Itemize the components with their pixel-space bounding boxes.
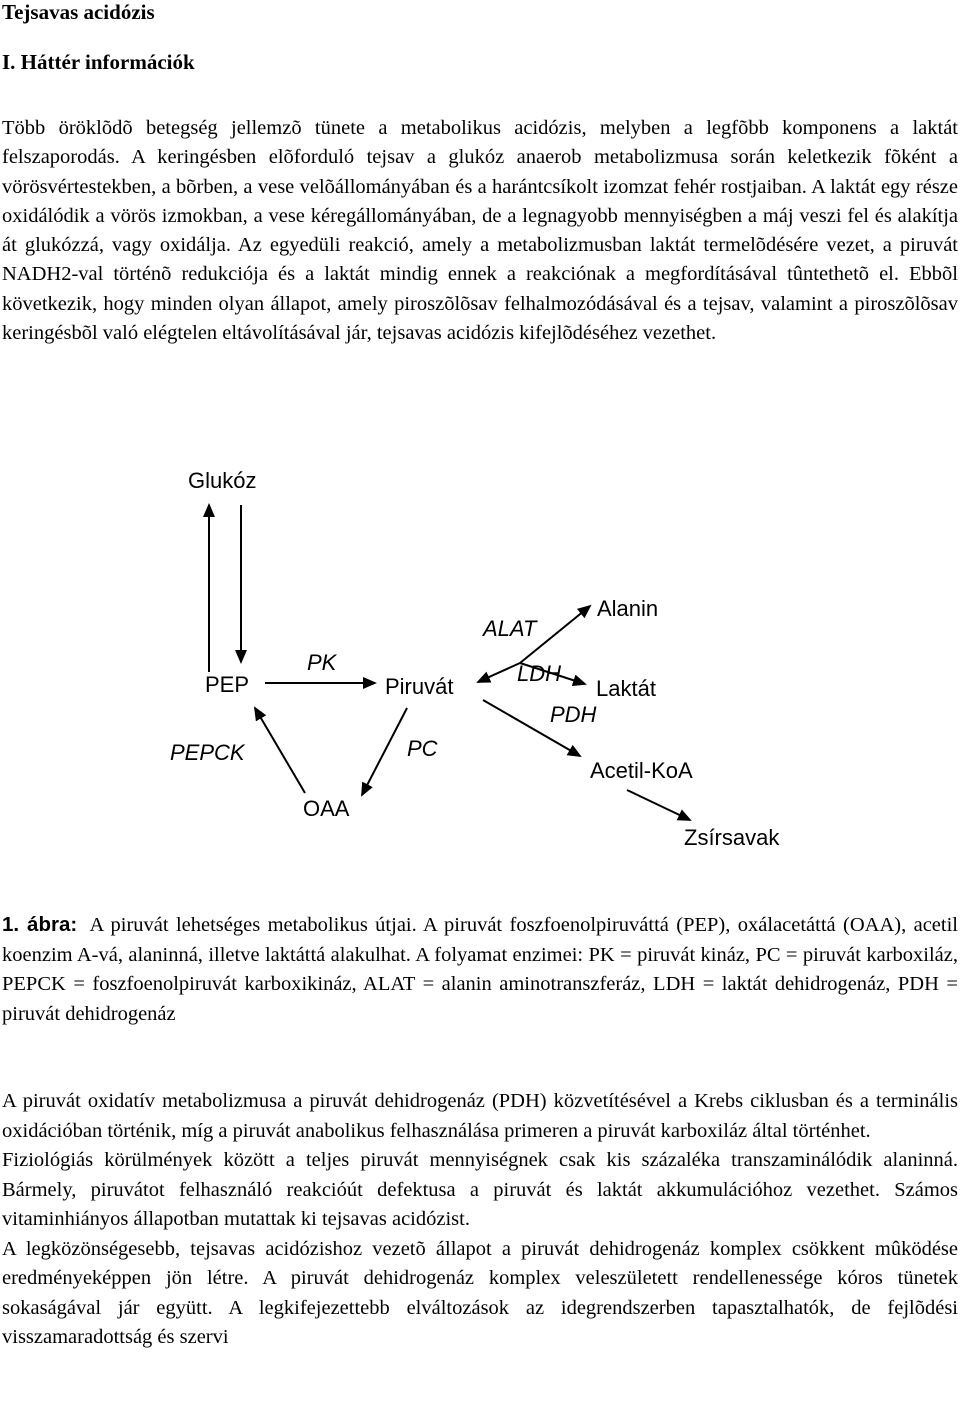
arrow-acetil-koa-to-zsirsavak [627, 790, 690, 820]
arrow-piruvat-to-oaa [362, 708, 407, 795]
node-piruvat: Piruvát [385, 674, 454, 699]
intro-text [2, 114, 958, 348]
caption-label: 1. ábra: [2, 913, 78, 936]
node-oaa: OAA [303, 796, 350, 821]
caption-text: A piruvát lehetséges metabolikus útjai. A piruvát foszfoenolpiruváttá (PEP), oxálacetáttá (OAA), acetil koenzim A-vá, alaninná, illetve laktáttá alakulhat. A folyamat enzimei: PK = piruvát kináz, PC = piruvát karboxiláz, PEPCK = foszfoenolpiruvát karboxikináz, ALAT = alanin aminotranszferáz, LDH = laktát dehidrogenáz, PDH = piruvát dehidrogenáz [2, 914, 958, 1025]
enzyme-alat: ALAT [483, 616, 537, 641]
section-heading: I. Háttér információk [2, 50, 195, 74]
arrow-oaa-to-pep [255, 708, 305, 793]
node-laktat: Laktát [596, 676, 656, 701]
enzyme-pepck: PEPCK [170, 740, 245, 765]
body-paragraph-3: A legközönségesebb, tejsavas acidózishoz vezetõ állapot a piruvát dehidrogenáz komplex csökkent mûködése eredményeképpen jön létre. A piruvát dehidrogenáz komplex veleszületett rendellenessége kóros tünetek sokaságával jár együtt. A legkifejezettebb elváltozások az idegrendszerben tapasztalhatók, de fejlõdési visszamaradottság és szervi [2, 1237, 958, 1348]
enzyme-pk: PK [307, 650, 337, 675]
node-glukoz: Glukóz [188, 468, 257, 493]
enzyme-pc: PC [407, 736, 438, 761]
node-zsirsavak: Zsírsavak [684, 825, 780, 850]
pyruvate-pathway-diagram [0, 450, 960, 870]
figure-caption [2, 910, 958, 1029]
enzyme-pdh: PDH [550, 702, 597, 727]
body-paragraph-1: A piruvát oxidatív metabolizmusa a piruvát dehidrogenáz (PDH) közvetítésével a Krebs ciklusban és a terminális oxidációban történik, míg a piruvát anabolikus felhasználása primeren a piruvát karboxiláz által történhet. [2, 1090, 958, 1142]
node-pep: PEP [205, 672, 250, 697]
body-paragraph-2: Fiziológiás körülmények között a teljes piruvát mennyiségnek csak kis százaléka transzaminálódik alaninná. Bármely, piruvátot felhasználó reakcióút defektusa a piruvát és laktát akkumulációhoz vezethet. Számos vitaminhiányos állapotban mutattak ki tejsavas acidózist. [2, 1149, 958, 1230]
body-text [2, 1087, 958, 1353]
node-acetil-koa: Acetil-KoA [590, 758, 693, 783]
intro-paragraph-2: Az egyedüli reakció, amely a metabolizmusban laktát termelõdésére vezet, a piruvát NADH2-val történõ redukciója és a laktát mindig ennek a reakciónak a megfordításával tûntethetõ el. Ebbõl következik, hogy minden olyan állapot, amely piroszõlõsav felhalmozódásával és a tejsav, valamint a piroszõlõsav keringésbõl való elégtelen eltávolításával jár, tejsavas acidózis kifejlõdéséhez vezethet. [2, 234, 958, 345]
node-alanin: Alanin [597, 596, 659, 621]
document-title: Tejsavas acidózis [2, 0, 155, 24]
intro-paragraph-1: Több öröklõdõ betegség jellemzõ tünete a metabolikus acidózis, melyben a legfõbb komponens a laktát felszaporodás. A keringésben elõforduló tejsav a glukóz anaerob metabolizmusa során keletkezik fõként a vörösvértestekben, a bõrben, a vese velõállományában és a harántcsíkolt izomzat fehér rostjaiban. A laktát egy része oxidálódik a vörös izmokban, a vese kéregállományában, de a legnagyobb mennyiségben a máj veszi fel és alakítja át glukózzá, vagy oxidálja. [2, 117, 958, 257]
enzyme-ldh: LDH [517, 661, 562, 686]
arrow-to-piruvat [478, 663, 520, 682]
